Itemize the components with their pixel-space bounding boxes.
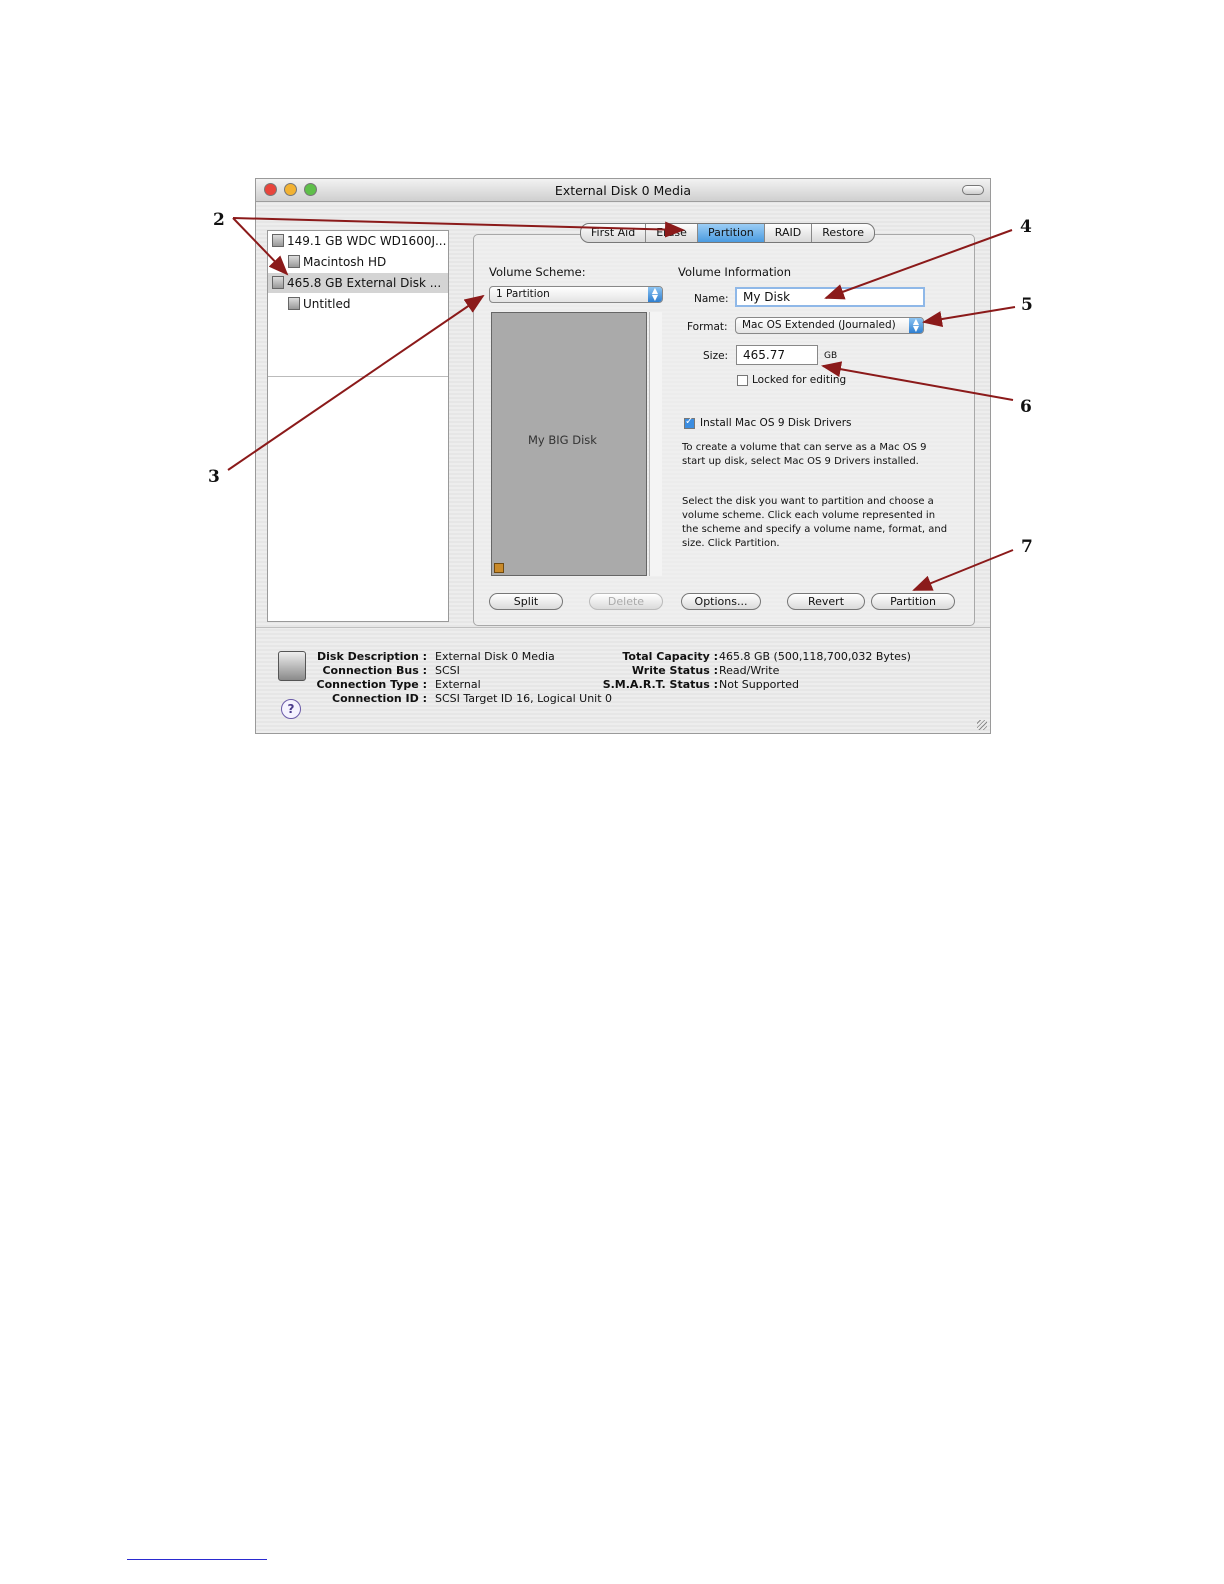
footnote-rule	[127, 1559, 267, 1560]
size-label: Size:	[703, 350, 729, 362]
smart-status-key: S.M.A.R.T. Status :	[602, 678, 718, 691]
smart-status-value: Not Supported	[719, 678, 800, 691]
name-label: Name:	[694, 293, 729, 305]
options-button[interactable]: Options...	[681, 593, 761, 610]
format-label: Format:	[687, 321, 728, 333]
sidebar-item-label: Macintosh HD	[303, 255, 387, 269]
drivers-help-text: To create a volume that can serve as a Mac OS 9 start up disk, select Mac OS 9 Drivers installed.	[682, 442, 927, 467]
locked-label: Locked for editing	[752, 374, 847, 386]
connection-bus-value: SCSI	[435, 664, 460, 677]
disk-description-key: Disk Description :	[317, 650, 427, 663]
callout-label-3: 3	[208, 467, 220, 487]
volume-scheme-value: 1 Partition	[496, 288, 550, 300]
connection-id-value: SCSI Target ID 16, Logical Unit 0	[435, 692, 613, 705]
partition-volume-label: My BIG Disk	[528, 433, 597, 447]
disk-description-value: External Disk 0 Media	[435, 650, 555, 663]
size-field[interactable]: 465.77	[736, 345, 818, 365]
size-unit: GB	[824, 351, 838, 361]
connection-bus-key: Connection Bus :	[322, 664, 427, 677]
updown-arrows-icon: ▲ ▼	[909, 318, 923, 333]
callout-arrow-2b	[233, 218, 287, 274]
callout-arrow-4	[826, 230, 1012, 298]
revert-button[interactable]: Revert	[787, 593, 865, 610]
callout-label-2: 2	[213, 210, 225, 230]
tab-first-aid[interactable]: First Aid	[581, 224, 646, 242]
total-capacity-value: 465.8 GB (500,118,700,032 Bytes)	[719, 650, 911, 663]
callout-arrow-2a	[233, 218, 683, 230]
callout-label-7: 7	[1021, 537, 1033, 557]
total-capacity-key: Total Capacity :	[622, 650, 718, 663]
connection-id-key: Connection ID :	[332, 692, 427, 705]
partition-button[interactable]: Partition	[871, 593, 955, 610]
callout-arrow-6	[823, 366, 1013, 400]
window-title: External Disk 0 Media	[554, 183, 692, 198]
sidebar-item-label: 465.8 GB External Disk ...	[287, 276, 442, 290]
callout-label-6: 6	[1020, 397, 1032, 417]
split-button[interactable]: Split	[489, 593, 563, 610]
write-status-value: Read/Write	[719, 664, 780, 677]
callout-arrow-5	[924, 307, 1015, 322]
install-drivers-label: Install Mac OS 9 Disk Drivers	[700, 417, 852, 429]
updown-arrows-icon: ▲ ▼	[648, 287, 662, 302]
write-status-key: Write Status :	[631, 664, 718, 677]
callout-arrow-3	[228, 296, 483, 470]
instructions-text: Select the disk you want to partition and choose a volume scheme. Click each volume represented in the scheme and specify a volume name, format, and size. Click Partition.	[682, 496, 948, 549]
sidebar-item-label: 149.1 GB WDC WD1600J...	[287, 234, 447, 248]
format-value: Mac OS Extended (Journaled)	[742, 319, 896, 331]
tab-restore[interactable]: Restore	[822, 226, 864, 239]
tab-erase[interactable]: Erase	[646, 224, 698, 242]
callout-arrow-7	[914, 550, 1013, 590]
connection-type-key: Connection Type :	[316, 678, 427, 691]
help-button[interactable]: ?	[281, 699, 301, 719]
connection-type-value: External	[435, 678, 481, 691]
callout-label-4: 4	[1020, 217, 1032, 237]
volume-information-label: Volume Information	[678, 265, 791, 279]
tab-raid[interactable]: RAID	[765, 224, 812, 242]
delete-button[interactable]: Delete	[589, 593, 663, 610]
callout-label-5: 5	[1021, 295, 1033, 315]
volume-scheme-label: Volume Scheme:	[489, 265, 586, 279]
tab-partition[interactable]: Partition	[698, 224, 765, 242]
sidebar-item-label: Untitled	[303, 297, 351, 311]
name-field[interactable]: My Disk	[735, 287, 925, 307]
